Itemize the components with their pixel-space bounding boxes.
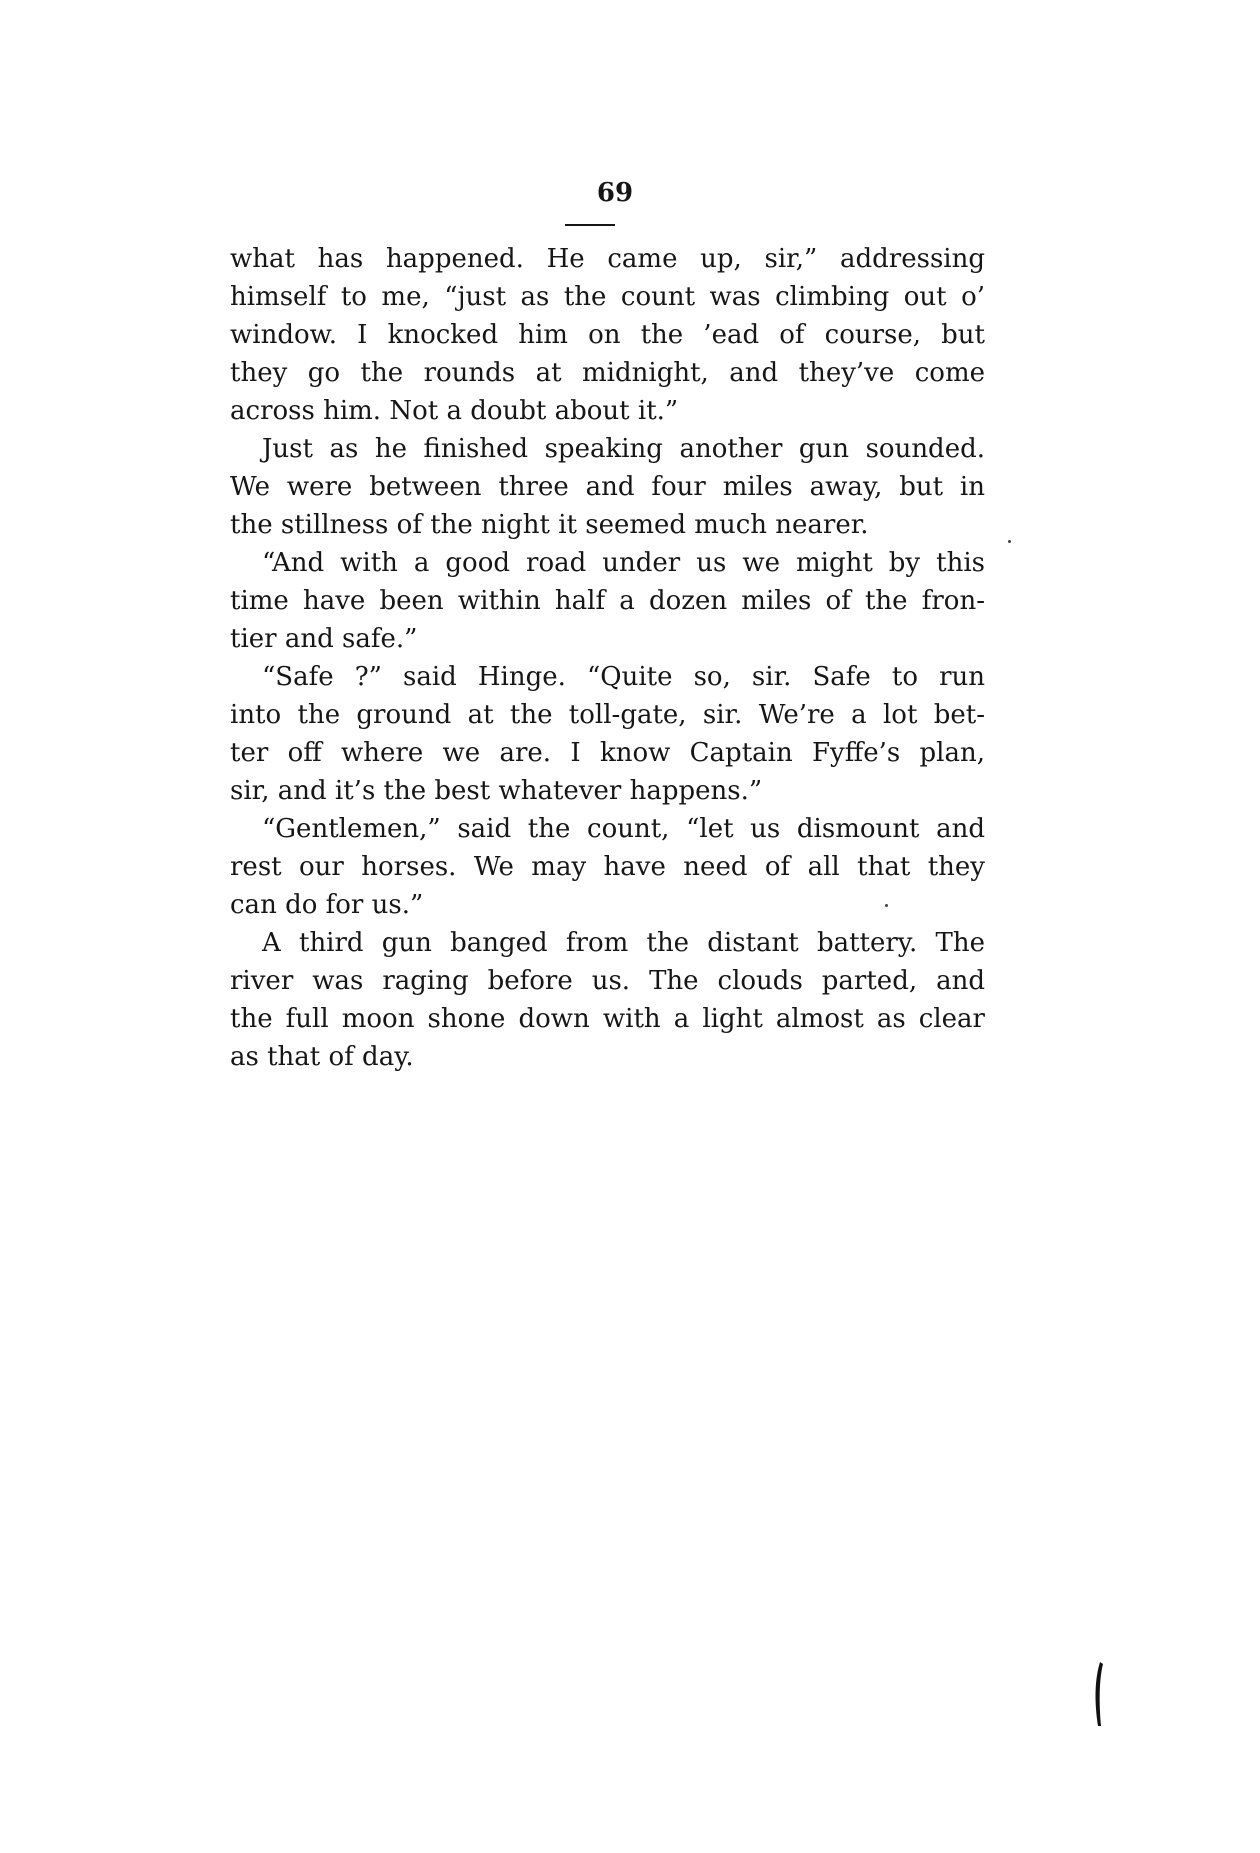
text-line: the full moon shone down with a light almost as clear: [230, 1004, 985, 1034]
text-line: himself to me, “just as the count was climbing out o’: [230, 282, 985, 312]
text-line: the stillness of the night it seemed much nearer.: [230, 510, 869, 540]
text-line: what has happened. He came up, sir,” addressing: [230, 244, 985, 274]
text-line: river was raging before us. The clouds parted, and: [230, 966, 985, 996]
page-number-rule: [565, 224, 615, 226]
text-line: ter off where we are. I know Captain Fyffe’s plan,: [230, 738, 985, 768]
text-line: “Gentlemen,” said the count, “let us dismount and: [262, 814, 985, 844]
text-line: “And with a good road under us we might by this: [262, 548, 985, 578]
text-line: across him. Not a doubt about it.”: [230, 396, 679, 426]
ink-speck: [1008, 540, 1011, 543]
text-line: sir, and it’s the best whatever happens.”: [230, 776, 763, 806]
text-line: We were between three and four miles away, but in: [230, 472, 985, 502]
text-line: A third gun banged from the distant battery. The: [262, 928, 985, 958]
ink-speck: [885, 904, 888, 907]
text-line: as that of day.: [230, 1042, 414, 1072]
text-line: Just as he finished speaking another gun sounded.: [262, 434, 985, 464]
text-line: can do for us.”: [230, 890, 424, 920]
text-line: window. I knocked him on the ’ead of course, but: [230, 320, 985, 350]
text-line: time have been within half a dozen miles of the fron-: [230, 586, 985, 616]
text-line: rest our horses. We may have need of all that they: [230, 852, 985, 882]
text-line: “Safe ?” said Hinge. “Quite so, sir. Safe to run: [262, 662, 985, 692]
text-line: into the ground at the toll-gate, sir. We’re a lot bet-: [230, 700, 985, 730]
text-line: tier and safe.”: [230, 624, 418, 654]
body-text: [230, 240, 985, 1076]
margin-ink-mark: [1092, 1660, 1104, 1730]
page-number: 69: [596, 178, 634, 208]
text-line: they go the rounds at midnight, and they’ve come: [230, 358, 985, 388]
